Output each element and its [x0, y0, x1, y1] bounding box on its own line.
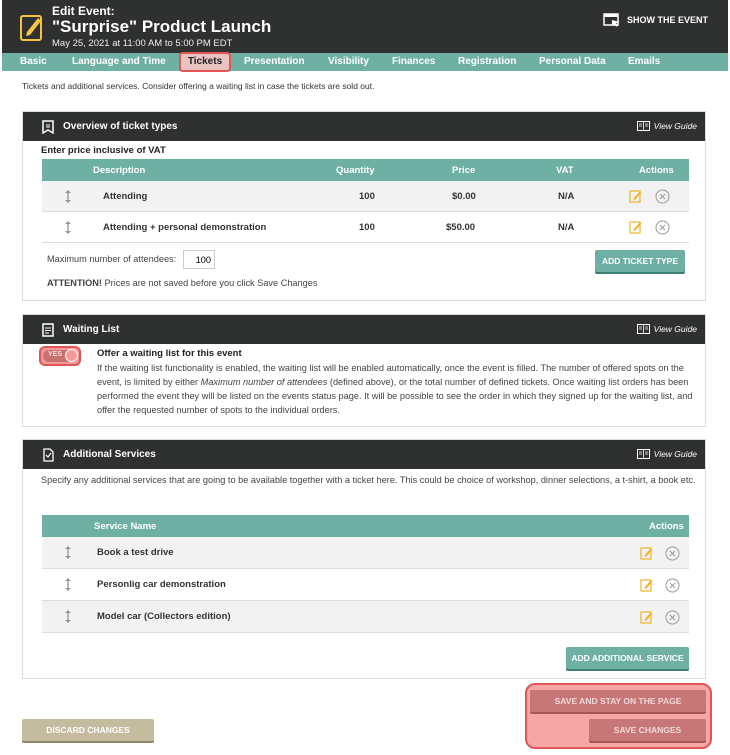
ticket-quantity: 100 [359, 191, 375, 202]
tab-personal-data[interactable]: Personal Data [539, 56, 606, 67]
drag-handle-icon[interactable] [64, 546, 72, 559]
col-vat: VAT [556, 165, 574, 176]
col-service-name: Service Name [94, 521, 157, 532]
waiting-list-panel-header [23, 315, 705, 344]
col-price: Price [452, 165, 476, 176]
guide-icon [637, 324, 650, 334]
save-changes-button[interactable]: SAVE CHANGES [589, 719, 706, 741]
edit-icon[interactable] [640, 610, 653, 624]
attention-strong: ATTENTION! [47, 278, 102, 288]
tab-registration[interactable]: Registration [458, 56, 517, 67]
waiting-list-desc-em: Maximum number of attendees [200, 377, 328, 387]
table-row [42, 212, 689, 243]
tickets-view-guide-link[interactable] [637, 121, 697, 131]
max-attendees-input[interactable] [183, 250, 215, 269]
max-attendees-label: Maximum number of attendees: [47, 254, 177, 264]
ticket-description: Attending + personal demonstration [103, 222, 267, 233]
event-header [2, 0, 728, 53]
guide-icon [637, 121, 650, 131]
service-name: Book a test drive [97, 547, 174, 558]
edit-event-icon [20, 12, 44, 42]
drag-handle-icon[interactable] [64, 578, 72, 591]
ticket-icon [41, 120, 55, 134]
ticket-quantity: 100 [359, 222, 375, 233]
services-view-guide-link[interactable] [637, 449, 697, 459]
edit-icon[interactable] [629, 220, 642, 234]
save-and-stay-button[interactable]: SAVE AND STAY ON THE PAGE [530, 690, 706, 712]
vat-note: Enter price inclusive of VAT [41, 145, 166, 156]
add-ticket-type-button[interactable]: ADD TICKET TYPE [595, 250, 685, 272]
table-row [42, 181, 689, 212]
view-guide-label: View Guide [653, 121, 697, 131]
show-event-label: SHOW THE EVENT [626, 15, 708, 25]
drag-handle-icon[interactable] [64, 221, 72, 234]
guide-icon [637, 449, 650, 459]
tab-basic[interactable]: Basic [20, 56, 47, 67]
edit-event-kicker: Edit Event: [52, 4, 115, 18]
page-intro: Tickets and additional services. Consider offering a waiting list in case the tickets are sold out. [22, 81, 375, 91]
tab-emails[interactable]: Emails [628, 56, 661, 67]
ticket-types-table [42, 159, 689, 243]
delete-icon[interactable] [655, 189, 670, 204]
add-additional-service-button[interactable]: ADD ADDITIONAL SERVICE [566, 647, 689, 669]
event-date: May 25, 2021 at 11:00 AM to 5:00 PM EDT [52, 38, 233, 49]
discard-changes-button[interactable]: DISCARD CHANGES [22, 719, 154, 741]
view-guide-label: View Guide [653, 449, 697, 459]
table-row [42, 601, 689, 633]
toggle-label: YES [48, 351, 63, 358]
tab-language-and-time[interactable]: Language and Time [72, 56, 166, 67]
waiting-list-desc-1: If the waiting list functionality is enabled, the waiting list will be enabled automatically, once the event is filled. The number of offered spots on the event, is limited by either [97, 363, 684, 387]
tickets-panel-header [23, 112, 705, 141]
services-table-header [42, 515, 689, 537]
show-event-icon [603, 13, 621, 27]
view-guide-label: View Guide [653, 324, 697, 334]
waiting-list-desc-2: (defined above), or the total number of defined tickets. Once waiting list orders has been performed the event they will be listed on the events status page. It will be possible to see the order in which they signed up for the waiting list, and offer the requested number of spots to the individual orders. [97, 377, 693, 415]
ticket-vat: N/A [558, 191, 575, 202]
tab-bar [2, 53, 728, 71]
tab-presentation[interactable]: Presentation [244, 56, 305, 67]
additional-services-panel-title: Additional Services [63, 449, 156, 460]
additional-services-panel-header [23, 440, 705, 469]
waiting-list-toggle[interactable] [39, 346, 81, 366]
tickets-panel-title: Overview of ticket types [63, 121, 178, 132]
edit-icon[interactable] [640, 578, 653, 592]
waiting-list-description [97, 361, 695, 417]
waiting-list-heading: Offer a waiting list for this event [97, 348, 242, 359]
ticket-price: $0.00 [452, 191, 476, 202]
tab-finances[interactable]: Finances [392, 56, 436, 67]
ticket-price: $50.00 [446, 222, 476, 233]
col-description: Description [93, 165, 146, 176]
attention-text: Prices are not saved before you click Save Changes [101, 278, 318, 288]
additional-services-description: Specify any additional services that are going to be available together with a ticket here. This could be choice of workshop, dinner selections, a t-shirt, a book etc. [41, 475, 696, 485]
delete-icon[interactable] [665, 546, 680, 561]
delete-icon[interactable] [655, 220, 670, 235]
table-row [42, 537, 689, 569]
toggle-knob [65, 349, 78, 362]
service-name: Model car (Collectors edition) [97, 611, 231, 622]
edit-icon[interactable] [629, 189, 642, 203]
drag-handle-icon[interactable] [64, 190, 72, 203]
tab-visibility[interactable]: Visibility [328, 56, 369, 67]
ticket-vat: N/A [558, 222, 575, 233]
waiting-list-icon [41, 323, 55, 337]
col-actions: Actions [649, 521, 684, 532]
tab-tickets[interactable]: Tickets [179, 52, 231, 72]
service-name: Personlig car demonstration [97, 579, 226, 590]
table-row [42, 569, 689, 601]
waiting-list-view-guide-link[interactable] [637, 324, 697, 334]
ticket-table-header [42, 159, 689, 181]
delete-icon[interactable] [665, 578, 680, 593]
show-event-button[interactable] [603, 13, 708, 27]
delete-icon[interactable] [665, 610, 680, 625]
col-quantity: Quantity [336, 165, 375, 176]
services-icon [41, 448, 55, 462]
page-title: "Surprise" Product Launch [52, 17, 272, 36]
edit-icon[interactable] [640, 546, 653, 560]
waiting-list-panel-title: Waiting List [63, 324, 120, 335]
col-actions: Actions [639, 165, 674, 176]
attention-note [47, 278, 317, 288]
additional-services-table [42, 515, 689, 633]
drag-handle-icon[interactable] [64, 610, 72, 623]
ticket-description: Attending [103, 191, 148, 202]
